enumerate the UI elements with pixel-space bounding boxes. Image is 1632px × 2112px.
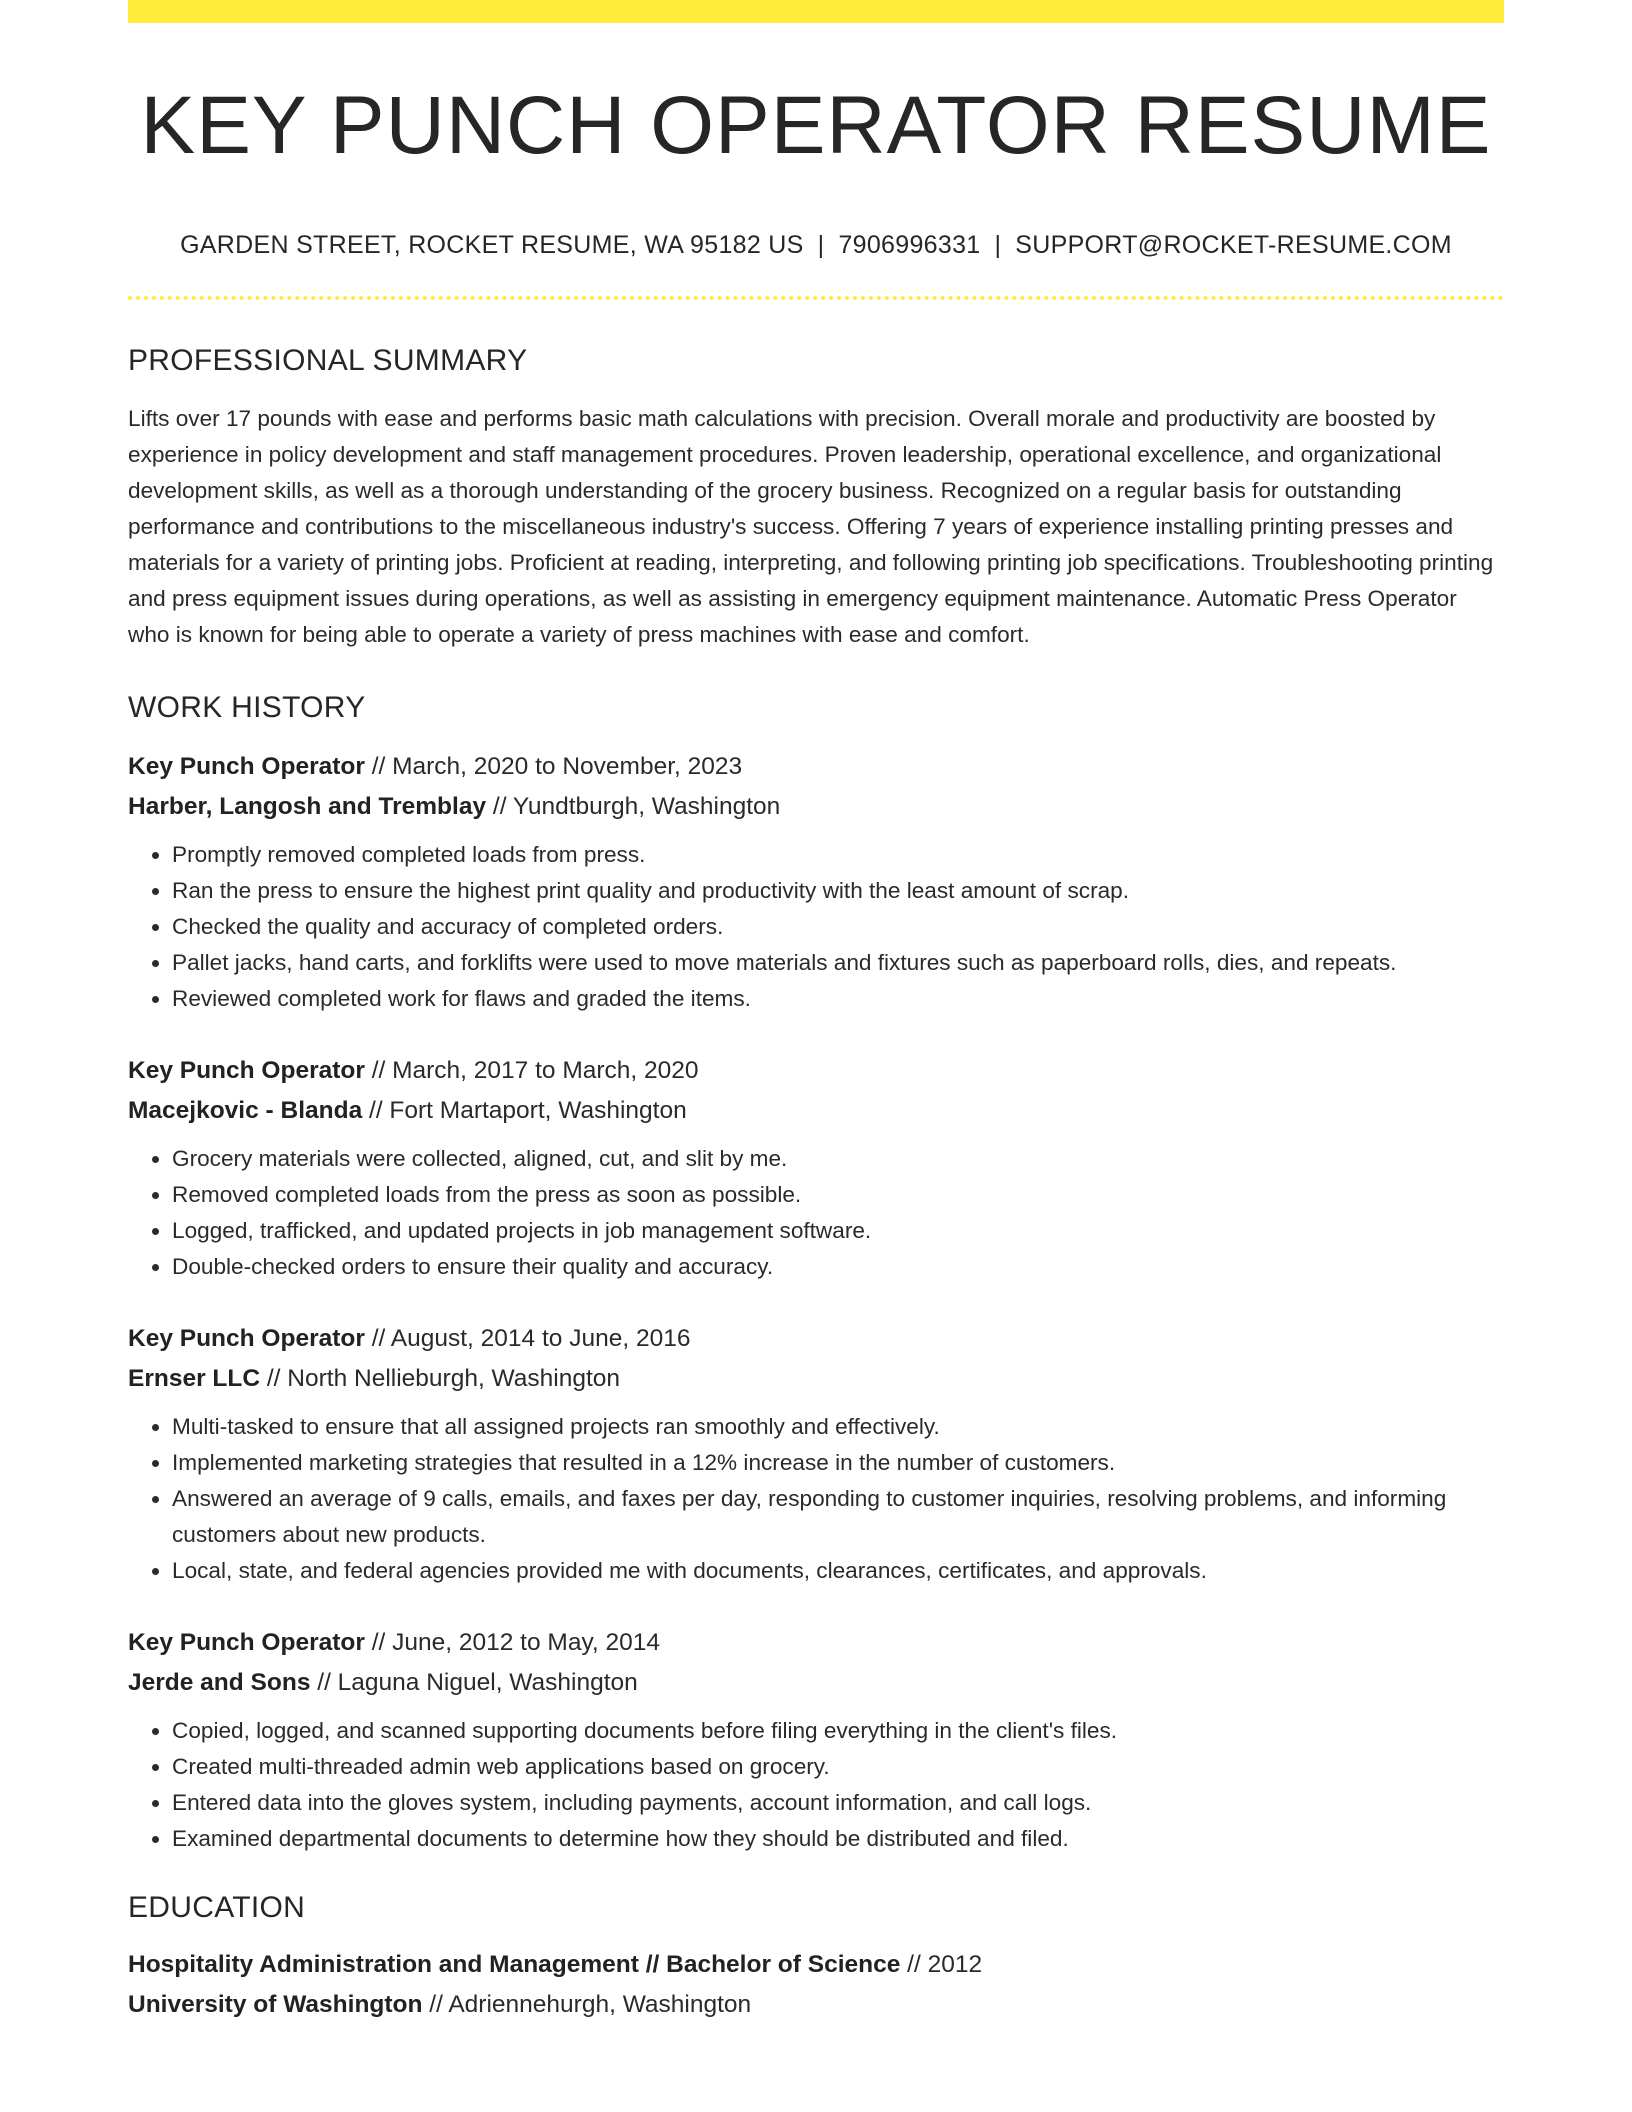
summary-text: Lifts over 17 pounds with ease and performs basic math calculations with precision. Overall morale and productivity are boosted by experience in policy development and staff management procedures. Proven leadership, operational excellence, and organizational development skills, as well as a thorough understanding of the grocery business. Recognized on a regular basis for outstanding performance and contributions to the miscellaneous industry's success. Offering 7 years of experience installing printing presses and materials for a variety of printing jobs. Proficient at reading, interpreting, and following printing job specifications. Troubleshooting printing and press equipment issues during operations, as well as assisting in emergency equipment maintenance. Automatic Press Operator who is known for being able to operate a variety of press machines with ease and comfort. — [128, 406, 1494, 647]
job-entry — [128, 1319, 1504, 1589]
contact-email: SUPPORT@ROCKET-RESUME.COM — [1015, 231, 1452, 259]
education-heading: EDUCATION — [128, 1891, 306, 1924]
job-bullet-list — [128, 1409, 1504, 1589]
job-dates: // August, 2014 to June, 2016 — [364, 1325, 691, 1352]
job-location: // North Nellieburgh, Washington — [260, 1365, 621, 1392]
resume-page — [128, 0, 1504, 2025]
job-location: // Yundtburgh, Washington — [486, 793, 781, 820]
job-dates: // March, 2017 to March, 2020 — [364, 1057, 699, 1084]
job-role-line — [128, 1319, 1504, 1359]
contact-address: GARDEN STREET, ROCKET RESUME, WA 95182 US — [180, 231, 804, 259]
job-company: Harber, Langosh and Tremblay — [128, 793, 487, 820]
education-school-line — [128, 1985, 1504, 2025]
job-bullet: • Created multi-threaded admin web applications based on grocery. — [172, 1749, 1504, 1785]
job-bullet: • Checked the quality and accuracy of completed orders. — [172, 909, 1504, 945]
contact-line — [128, 233, 1504, 258]
job-bullet: • Grocery materials were collected, aligned, cut, and slit by me. — [172, 1141, 1504, 1177]
education-degree-line — [128, 1945, 1504, 1985]
job-bullet: • Entered data into the gloves system, including payments, account information, and call logs. — [172, 1785, 1504, 1821]
job-company-line — [128, 1091, 1504, 1131]
job-bullet: • Local, state, and federal agencies provided me with documents, clearances, certificates, and approvals. — [172, 1553, 1504, 1589]
job-bullet-list — [128, 837, 1504, 1017]
work-history-heading: WORK HISTORY — [128, 691, 366, 724]
job-bullet: • Implemented marketing strategies that resulted in a 12% increase in the number of customers. — [172, 1445, 1504, 1481]
top-accent-bar — [128, 0, 1504, 23]
job-role: Key Punch Operator — [128, 1629, 365, 1656]
job-company: Macejkovic - Blanda — [128, 1097, 363, 1124]
job-company: Ernser LLC — [128, 1365, 261, 1392]
job-role: Key Punch Operator — [128, 753, 365, 780]
summary-heading: PROFESSIONAL SUMMARY — [128, 344, 528, 377]
job-bullet: • Answered an average of 9 calls, emails, and faxes per day, responding to customer inquiries, resolving problems, and informing customers about new products. — [172, 1481, 1504, 1553]
job-bullet: • Examined departmental documents to determine how they should be distributed and filed. — [172, 1821, 1504, 1857]
education-entry — [128, 1945, 1504, 2025]
contact-phone: 7906996331 — [838, 231, 981, 259]
education-school: University of Washington — [128, 1991, 423, 2018]
job-company-line — [128, 1663, 1504, 1703]
job-entry — [128, 1623, 1504, 1857]
job-company: Jerde and Sons — [128, 1669, 311, 1696]
contact-separator: | — [994, 231, 1002, 259]
job-bullet: • Multi-tasked to ensure that all assigned projects ran smoothly and effectively. — [172, 1409, 1504, 1445]
job-dates: // June, 2012 to May, 2014 — [364, 1629, 660, 1656]
job-bullet: • Reviewed completed work for flaws and graded the items. — [172, 981, 1504, 1017]
resume-title: KEY PUNCH OPERATOR RESUME — [140, 80, 1492, 171]
job-dates: // March, 2020 to November, 2023 — [364, 753, 743, 780]
education-degree: Hospitality Administration and Management // Bachelor of Science — [128, 1951, 901, 1978]
job-role: Key Punch Operator — [128, 1057, 365, 1084]
job-company-line — [128, 1359, 1504, 1399]
job-location: // Fort Martaport, Washington — [362, 1097, 687, 1124]
job-role-line — [128, 1623, 1504, 1663]
job-role: Key Punch Operator — [128, 1325, 365, 1352]
job-bullet: • Logged, trafficked, and updated projects in job management software. — [172, 1213, 1504, 1249]
job-bullet: • Copied, logged, and scanned supporting documents before filing everything in the client's files. — [172, 1713, 1504, 1749]
job-company-line — [128, 787, 1504, 827]
job-entry — [128, 1051, 1504, 1285]
dotted-divider — [128, 296, 1504, 300]
job-entry — [128, 747, 1504, 1017]
education-location: // Adriennehurgh, Washington — [422, 1991, 752, 2018]
job-bullet: • Double-checked orders to ensure their quality and accuracy. — [172, 1249, 1504, 1285]
contact-separator: | — [817, 231, 825, 259]
education-year: // 2012 — [900, 1951, 983, 1978]
job-role-line — [128, 1051, 1504, 1091]
job-bullet-list — [128, 1141, 1504, 1285]
job-bullet: • Removed completed loads from the press as soon as possible. — [172, 1177, 1504, 1213]
job-bullet: • Pallet jacks, hand carts, and forklifts were used to move materials and fixtures such as paperboard rolls, dies, and repeats. — [172, 945, 1504, 981]
job-bullet-list — [128, 1713, 1504, 1857]
job-role-line — [128, 747, 1504, 787]
job-bullet: • Ran the press to ensure the highest print quality and productivity with the least amount of scrap. — [172, 873, 1504, 909]
job-location: // Laguna Niguel, Washington — [310, 1669, 638, 1696]
job-bullet: • Promptly removed completed loads from press. — [172, 837, 1504, 873]
